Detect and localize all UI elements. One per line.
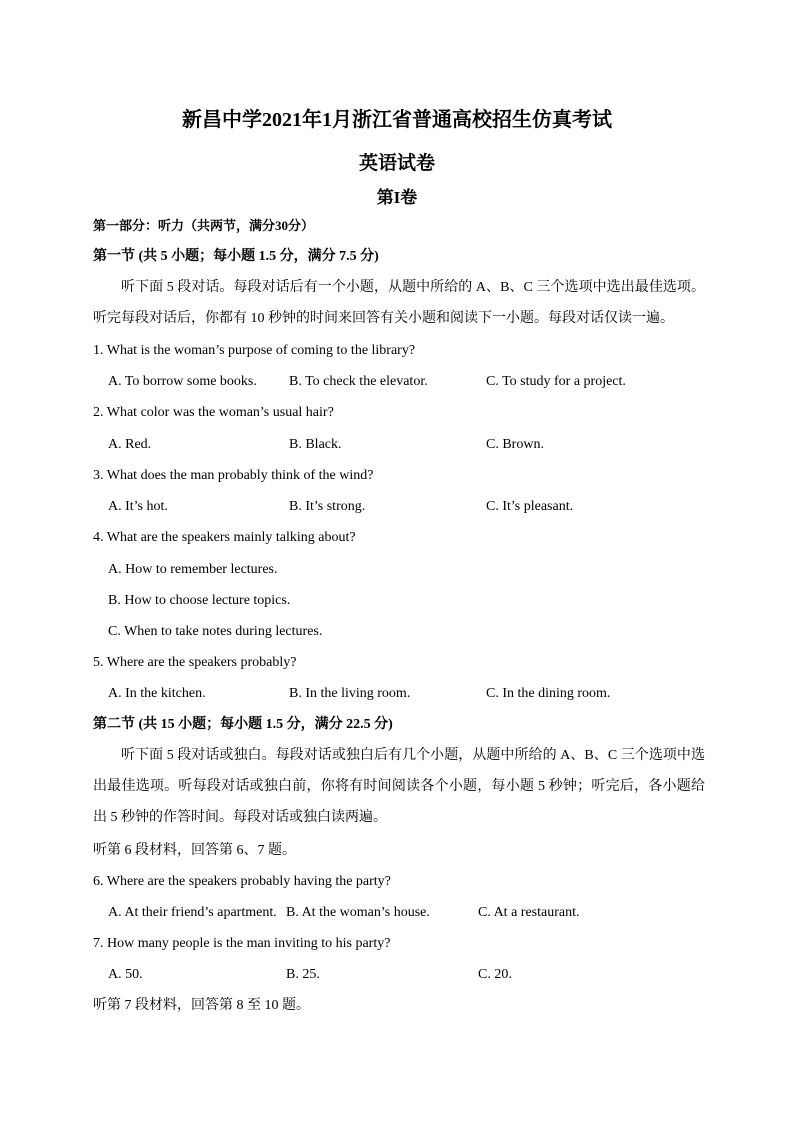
q6-option-b: B. At the woman’s house. (286, 905, 430, 920)
q2-option-c: C. Brown. (486, 437, 544, 452)
part1-header: 第一部分：听力（共两节，满分30分） (93, 218, 315, 233)
q5-option-c: C. In the dining room. (486, 686, 611, 701)
volume-label: 第I卷 (376, 188, 418, 207)
question-2: 2. What color was the woman’s usual hair? (93, 405, 334, 420)
q7-option-a: A. 50. (108, 967, 143, 982)
q4-option-a: A. How to remember lectures. (108, 562, 278, 577)
q4-option-b: B. How to choose lecture topics. (108, 593, 291, 608)
question-7: 7. How many people is the man inviting to his party? (93, 936, 391, 951)
section1-instructions: 听下面 5 段对话。每段对话后有一个小题，从题中所给的 A、B、C 三个选项中选出最佳选项。听完每段对话后，你都有 10 秒钟的时间来回答有关小题和阅读下一小题。每段对话仅读一遍。 (93, 280, 705, 326)
q6-option-c: C. At a restaurant. (478, 905, 580, 920)
q2-option-b: B. Black. (289, 437, 342, 452)
q3-option-c: C. It’s pleasant. (486, 499, 574, 514)
q7-option-c: C. 20. (478, 967, 512, 982)
section1-header: 第一节 (共 5 小题；每小题 1.5 分，满分 7.5 分) (93, 249, 379, 264)
question-1: 1. What is the woman’s purpose of coming to the library? (93, 343, 416, 358)
question-3: 3. What does the man probably think of the wind? (93, 468, 374, 483)
q3-option-a: A. It’s hot. (108, 499, 168, 514)
q6-option-a: A. At their friend’s apartment. (108, 905, 277, 920)
q1-option-a: A. To borrow some books. (108, 374, 257, 389)
q4-option-c: C. When to take notes during lectures. (108, 624, 323, 639)
q7-option-b: B. 25. (286, 967, 320, 982)
question-5: 5. Where are the speakers probably? (93, 655, 297, 670)
section2-header: 第二节 (共 15 小题；每小题 1.5 分，满分 22.5 分) (93, 717, 393, 732)
q1-option-b: B. To check the elevator. (289, 374, 428, 389)
q5-option-b: B. In the living room. (289, 686, 411, 701)
q3-option-b: B. It’s strong. (289, 499, 366, 514)
material-6-label: 听第 6 段材料，回答第 6、7 题。 (93, 843, 296, 858)
question-4: 4. What are the speakers mainly talking about? (93, 530, 356, 545)
material-7-label: 听第 7 段材料，回答第 8 至 10 题。 (93, 998, 310, 1013)
q2-option-a: A. Red. (108, 437, 152, 452)
exam-title: 新昌中学2021年1月浙江省普通高校招生仿真考试 (182, 109, 612, 131)
question-6: 6. Where are the speakers probably having the party? (93, 874, 391, 889)
section2-instructions: 听下面 5 段对话或独白。每段对话或独白后有几个小题，从题中所给的 A、B、C 三个选项中选出最佳选项。听每段对话或独白前，你将有时间阅读各个小题，每小题 5 秒钟；听完后，各小题给出 5 秒钟的作答时间。每段对话或独白读两遍。 (93, 748, 705, 825)
exam-subtitle: 英语试卷 (358, 153, 435, 174)
q1-option-c: C. To study for a project. (486, 374, 626, 389)
q5-option-a: A. In the kitchen. (108, 686, 206, 701)
